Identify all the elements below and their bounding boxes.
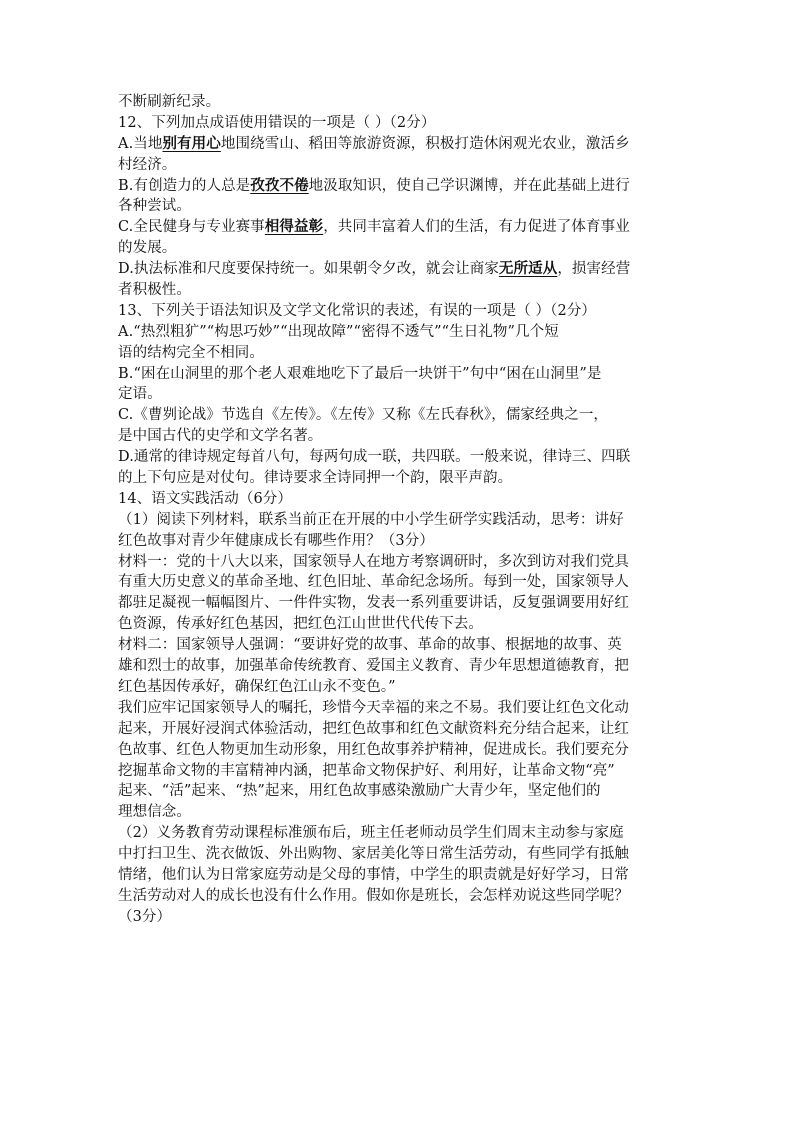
line-text: 都驻足凝视一幅幅图片、一件件实物，发表一系列重要讲话，反复强调要用好红 (118, 595, 629, 612)
emphasized-idiom: 相得益彰 (264, 218, 324, 236)
text-line (118, 322, 678, 343)
text-line (118, 907, 678, 928)
text-line (118, 698, 678, 719)
line-text: 定语。 (118, 386, 162, 403)
line-text: 我们应牢记国家领导人的嘱托，珍惜今天幸福的来之不易。我们要让红色文化动 (118, 699, 629, 716)
line-text: 语的结构完全不相同。 (118, 344, 264, 361)
text-line (118, 740, 678, 761)
text-line (118, 719, 678, 740)
text-line (118, 781, 678, 802)
text-line (118, 510, 678, 531)
line-text: 是中国古代的史学和文学名著。 (118, 428, 323, 445)
text-line (118, 238, 678, 259)
line-text: 不断刷新纪录。 (118, 94, 221, 110)
text-line (118, 677, 678, 698)
line-text: 挖掘革命文物的丰富精神内涵，把革命文物保护好、利用好，让革命文物“亮” (118, 762, 615, 779)
text-line (118, 113, 678, 134)
text-line (118, 572, 678, 593)
line-text: 情绪，他们认为日常家庭劳动是父母的事情，中学生的职责就是好好学习，日常 (118, 866, 629, 883)
text-line (118, 176, 678, 197)
text-line (118, 552, 678, 573)
text-line (118, 531, 678, 552)
line-text: A.当地 (118, 135, 163, 152)
text-line (118, 489, 678, 510)
line-text: 地围绕雪山、稻田等旅游资源，积极打造休闲观光农业，激活乡 (220, 135, 630, 152)
line-text: 者积极性。 (118, 282, 191, 299)
text-line (118, 155, 678, 176)
document-page (118, 92, 678, 928)
text-line (118, 844, 678, 865)
emphasized-idiom: 无所适从 (498, 260, 558, 278)
line-text: 起来，开展好浸润式体验活动，把红色故事和红色文献资料充分结合起来，让红 (118, 720, 629, 737)
line-text: （2）义务教育劳动课程标准颁布后，班主任老师动员学生们周末主动参与家庭 (118, 825, 624, 842)
line-text: 色资源，传承好红色基因，把红色江山世世代代传下去。 (118, 616, 483, 633)
text-line (118, 301, 678, 322)
text-line (118, 134, 678, 155)
text-line (118, 196, 678, 217)
line-text: 中打扫卫生、洗衣做饭、外出购物、家居美化等日常生活劳动，有些同学有抵触 (118, 846, 629, 863)
line-text: 雄和烈士的故事，加强革命传统教育、爱国主义教育、青少年思想道德教育，把 (118, 658, 629, 675)
line-text: 红色故事对青少年健康成长有哪些作用？（3分） (118, 532, 434, 549)
line-text: 的上下句应是对仗句。律诗要求全诗同押一个韵，限平声韵。 (118, 470, 513, 487)
line-text: B.“困在山洞里的那个老人艰难地吃下了最后一块饼干”句中“困在山洞里”是 (118, 365, 602, 382)
text-line (118, 405, 678, 426)
text-line (118, 343, 678, 364)
line-text: 的发展。 (118, 240, 177, 257)
text-line (118, 92, 678, 113)
line-text: 12、下列加点成语使用错误的一项是（ ）（2分） (118, 114, 436, 131)
line-text: （1）阅读下列材料，联系当前正在开展的中小学生研学实践活动，思考：讲好 (118, 511, 624, 528)
line-text: A.“热烈粗犷”“构思巧妙”“出现故障”“密得不透气”“生日礼物”几个短 (118, 323, 559, 340)
line-text: D.通常的律诗规定每首八句，每两句成一联，共四联。一般来说，律诗三、四联 (118, 449, 631, 466)
text-line (118, 614, 678, 635)
text-line (118, 823, 678, 844)
emphasized-idiom: 孜孜不倦 (250, 176, 309, 194)
line-text: 地汲取知识，使自己学识渊博，并在此基础上进行 (308, 177, 630, 194)
text-line (118, 886, 678, 907)
line-text: C.全民健身与专业赛事 (118, 219, 265, 236)
line-text: 材料二：国家领导人强调：“要讲好党的故事、革命的故事、根据地的故事、英 (118, 637, 622, 654)
text-line (118, 468, 678, 489)
line-text: 材料一：党的十八大以来，国家领导人在地方考察调研时，多次到访对我们党具 (118, 553, 629, 570)
line-text: ，共同丰富着人们的生活，有力促进了体育事业 (323, 219, 630, 236)
text-line (118, 364, 678, 385)
text-line (118, 761, 678, 782)
line-text: 村经济。 (118, 156, 177, 173)
text-line (118, 426, 678, 447)
line-text: 红色基因传承好，确保红色江山永不变色。” (118, 678, 396, 695)
line-text: 14、语文实践活动（6分） (118, 490, 292, 507)
line-text: 色故事、红色人物更加生动形象，用红色故事养护精神，促进成长。我们要充分 (118, 741, 629, 758)
text-line (118, 802, 678, 823)
line-text: ，损害经营 (557, 261, 631, 278)
line-text: C.《曹刿论战》节选自《左传》。《左传》又称《左氏春秋》，儒家经典之一， (118, 407, 609, 424)
line-text: 理想信念。 (118, 804, 191, 821)
text-line (118, 865, 678, 886)
line-text: （3分） (118, 908, 172, 925)
line-text: 13、下列关于语法知识及文学文化常识的表述，有误的一项是（ ）（2分） (118, 302, 597, 319)
text-line (118, 280, 678, 301)
line-text: 起来、“活”起来、“热”起来，用红色故事感染激励广大青少年，坚定他们的 (118, 783, 601, 800)
text-line (118, 656, 678, 677)
text-line (118, 259, 678, 280)
line-text: 有重大历史意义的革命圣地、红色旧址、革命纪念场所。每到一处，国家领导人 (118, 574, 629, 591)
text-line (118, 635, 678, 656)
line-text: B.有创造力的人总是 (118, 177, 251, 194)
text-line (118, 593, 678, 614)
line-text: 各种尝试。 (118, 198, 191, 215)
text-line (118, 384, 678, 405)
emphasized-idiom: 别有用心 (162, 134, 221, 152)
text-line (118, 217, 678, 238)
text-line (118, 447, 678, 468)
line-text: 生活劳动对人的成长也没有什么作用。假如你是班长，会怎样劝说这些同学呢？ (118, 887, 629, 904)
line-text: D.执法标准和尺度要保持统一。如果朝令夕改，就会让商家 (118, 261, 499, 278)
